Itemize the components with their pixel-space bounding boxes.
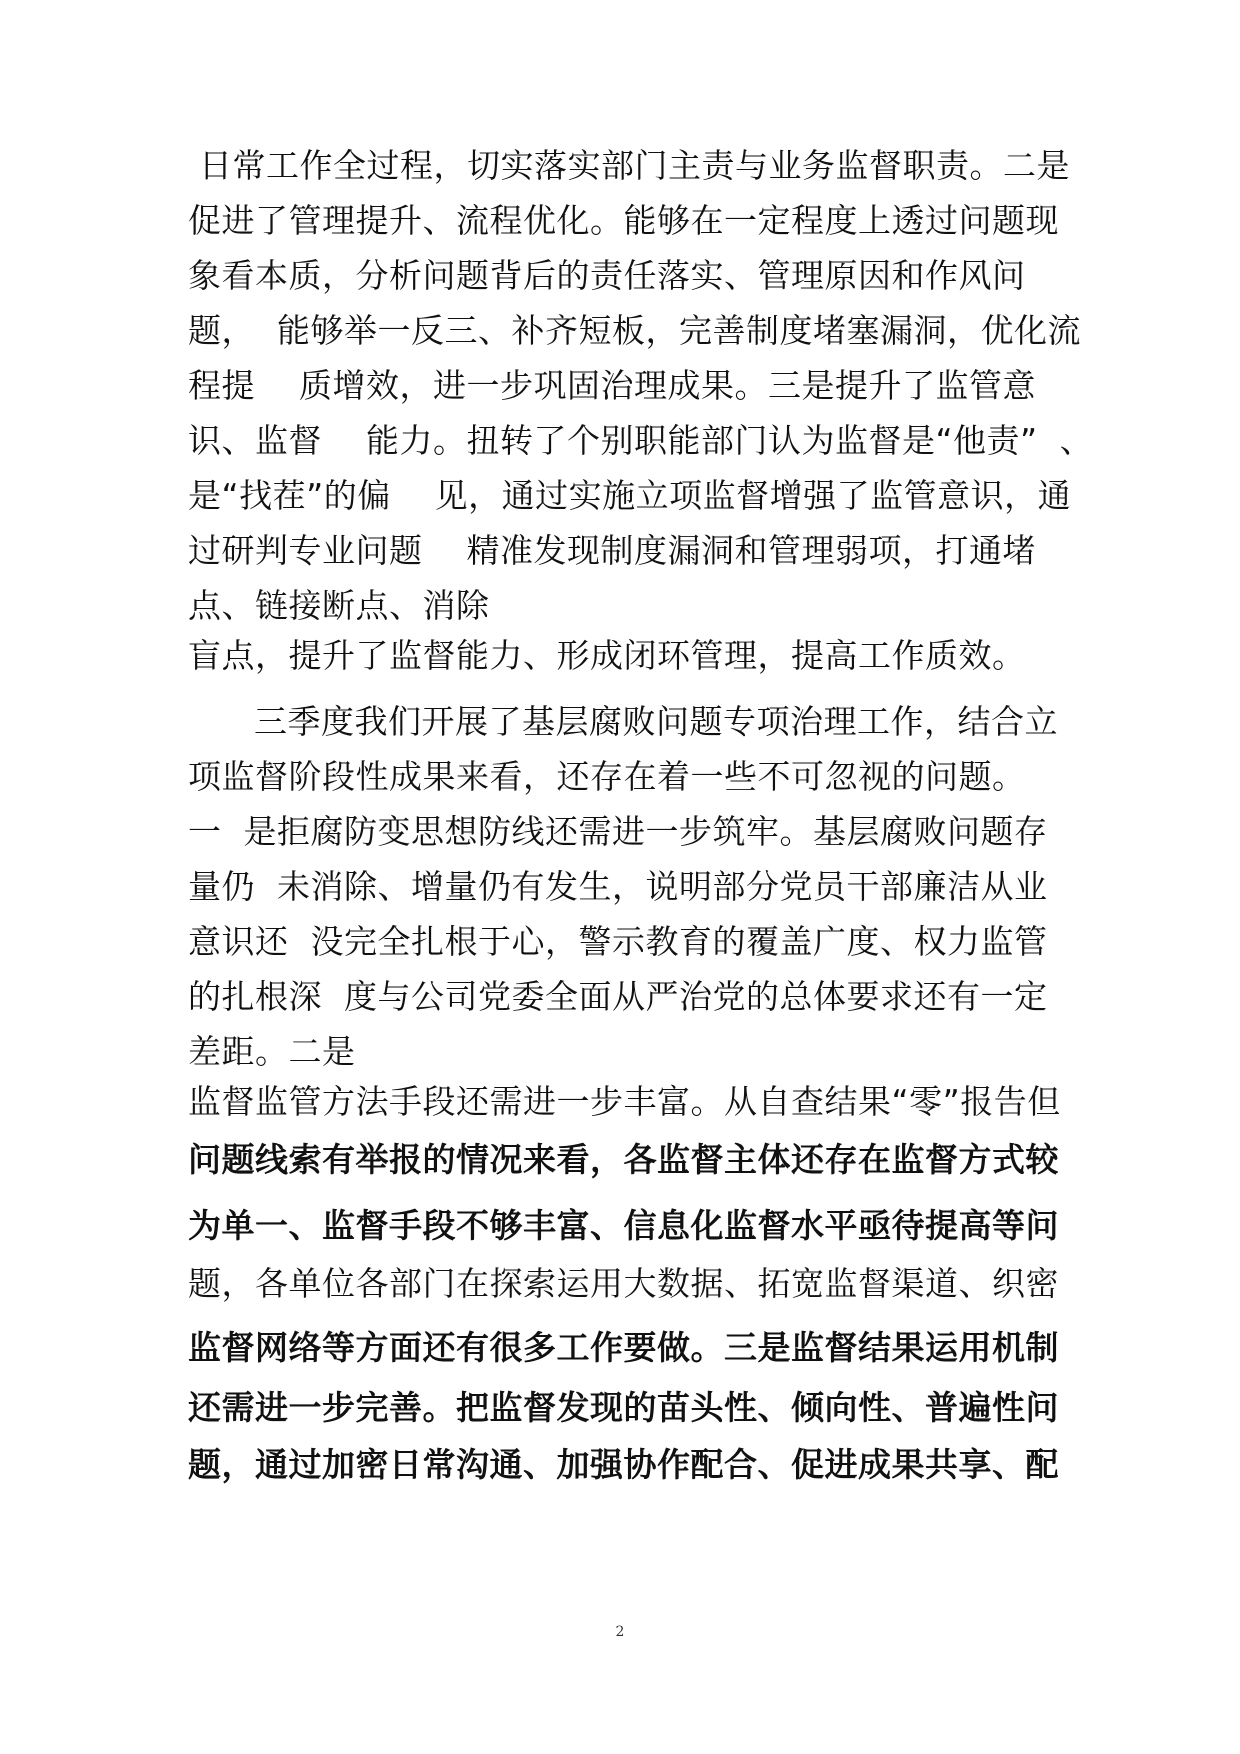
text-line: 过研判专业问题 精准发现制度漏洞和管理弱项，打通堵: [188, 531, 1036, 570]
text-line: 日常工作全过程，切实落实部门主责与业务监督职责。二是: [188, 146, 1070, 185]
text-line: 题， 能够举一反三、补齐短板，完善制度堵塞漏洞，优化流: [188, 311, 1081, 350]
text-line: 问题线索有举报的情况来看，各监督主体还存在监督方式较: [188, 1140, 1059, 1179]
text-line: 监督网络等方面还有很多工作要做。三是监督结果运用机制: [188, 1328, 1059, 1367]
text-line: 是“找茬”的偏 见，通过实施立项监督增强了监管意识，通: [188, 476, 1072, 515]
text-line: 为单一、监督手段不够丰富、信息化监督水平亟待提高等问: [188, 1206, 1059, 1245]
text-line: 一 是拒腐防变思想防线还需进一步筑牢。基层腐败问题存: [188, 812, 1048, 851]
text-line: 差距。二是: [188, 1032, 356, 1071]
text-line: 监督监管方法手段还需进一步丰富。从自查结果“零”报告但: [188, 1082, 1061, 1121]
text-line: 项监督阶段性成果来看，还存在着一些不可忽视的问题。: [188, 757, 1026, 796]
text-line: 促进了管理提升、流程优化。能够在一定程度上透过问题现: [188, 201, 1059, 240]
text-line: 题，通过加密日常沟通、加强协作配合、促进成果共享、配: [188, 1445, 1059, 1484]
text-line: 量仍 未消除、增量仍有发生，说明部分党员干部廉洁从业: [188, 867, 1048, 906]
text-line: 点、链接断点、消除: [188, 586, 490, 625]
text-line: 盲点，提升了监督能力、形成闭环管理，提高工作质效。: [188, 636, 1026, 675]
text-line: 象看本质，分析问题背后的责任落实、管理原因和作风问: [188, 256, 1026, 295]
text-line: 还需进一步完善。把监督发现的苗头性、倾向性、普遍性问: [188, 1388, 1059, 1427]
text-line: 识、监督 能力。扭转了个别职能部门认为监督是“他责” 、: [188, 421, 1094, 460]
page-number: 2: [615, 1624, 625, 1640]
text-line: 题，各单位各部门在探索运用大数据、拓宽监督渠道、织密: [188, 1264, 1059, 1303]
text-line: 程提 质增效，进一步巩固治理成果。三是提升了监管意: [188, 366, 1036, 405]
text-line: 的扎根深 度与公司党委全面从严治党的总体要求还有一定: [188, 977, 1048, 1016]
text-line: 意识还 没完全扎根于心，警示教育的覆盖广度、权力监管: [188, 922, 1048, 961]
text-line: 三季度我们开展了基层腐败问题专项治理工作，结合立: [188, 702, 1058, 741]
